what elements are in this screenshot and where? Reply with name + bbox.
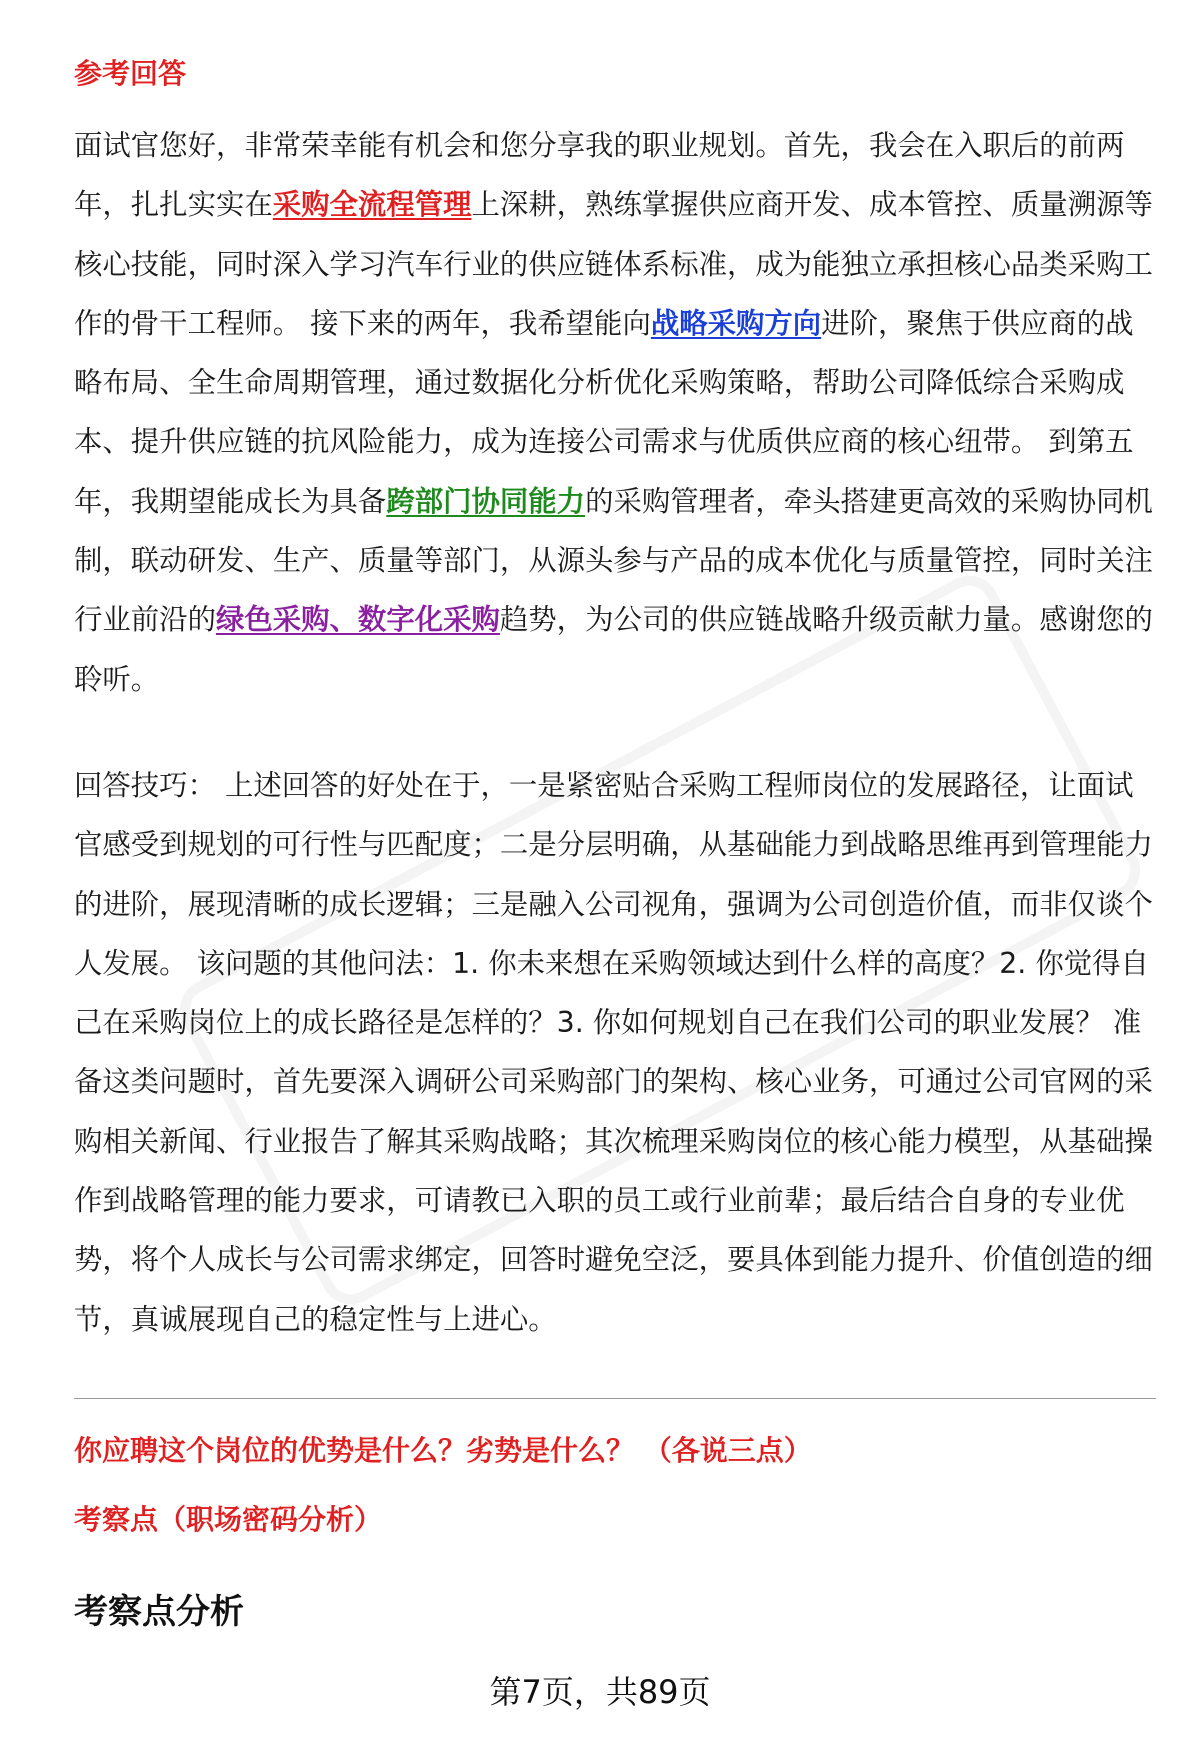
highlight-procurement-process: 采购全流程管理 [272,188,472,222]
answer-text: 趋势，为公司的供应链战略升级贡献力量。感谢您的聆听。 [74,603,1153,696]
next-question-heading: 你应聘这个岗位的优势是什么？劣势是什么？ （各说三点） [74,1434,812,1467]
divider [74,1398,1156,1399]
highlight-green-digital-procurement: 绿色采购、数字化采购 [215,603,500,637]
answer-text: 上深耕，熟练掌握供应商开发、成本管控、质量溯源等核心技能，同时深入学习汽车行业的供应链体系标准，成为能独立承担核心品类采购工作的骨干工程师。 接下来的两年，我希望能向 [74,188,1153,340]
answer-text: 进阶，聚焦于供应商的战略布局、全生命周期管理，通过数据化分析优化采购策略，帮助公司降低综合采购成本、提升供应链的抗风险能力，成为连接公司需求与优质供应商的核心纽带。 到第五年，我期望能成长为具备 [74,306,1134,518]
tips-paragraph: 回答技巧： 上述回答的好处在于，一是紧密贴合采购工程师岗位的发展路径，让面试官感受到规划的可行性与匹配度；二是分层明确，从基础能力到战略思维再到管理能力的进阶，展现清晰的成长逻辑；三是融入公司视角，强调为公司创造价值，而非仅谈个人发展。 该问题的其他问法：1. 你未来想在采购领域达到什么样的高度？2. 你觉得自己在采购岗位上的成长路径是怎样的？3. 你如何规划自己在我们公司的职业发展？ 准备这类问题时，首先要深入调研公司采购部门的架构、核心业务，可通过公司官网的采购相关新闻、行业报告了解其采购战略；其次梳理采购岗位的核心能力模型，从基础操作到战略管理的能力要求，可请教已入职的员工或行业前辈；最后结合自身的专业优势，将个人成长与公司需求绑定，回答时避免空泛，要具体到能力提升、价值创造的细节，真诚展现自己的稳定性与上进心。 [74,769,1153,1336]
answer-heading: 参考回答 [74,57,187,90]
answer-text: 的采购管理者，牵头搭建更高效的采购协同机制，联动研发、生产、质量等部门，从源头参与产品的成本优化与质量管控，同时关注行业前沿的 [74,484,1153,637]
highlight-cross-department: 跨部门协同能力 [386,484,586,518]
exam-point-heading: 考察点（职场密码分析） [74,1503,383,1536]
answer-paragraph [74,116,1154,709]
answer-text: 面试官您好，非常荣幸能有机会和您分享我的职业规划。首先，我会在入职后的前两年，扎扎实实在 [74,129,1125,222]
highlight-strategic-procurement: 战略采购方向 [650,306,822,340]
page-footer: 第7页，共89页 [489,1673,711,1711]
exam-section-title: 考察点分析 [74,1592,244,1632]
